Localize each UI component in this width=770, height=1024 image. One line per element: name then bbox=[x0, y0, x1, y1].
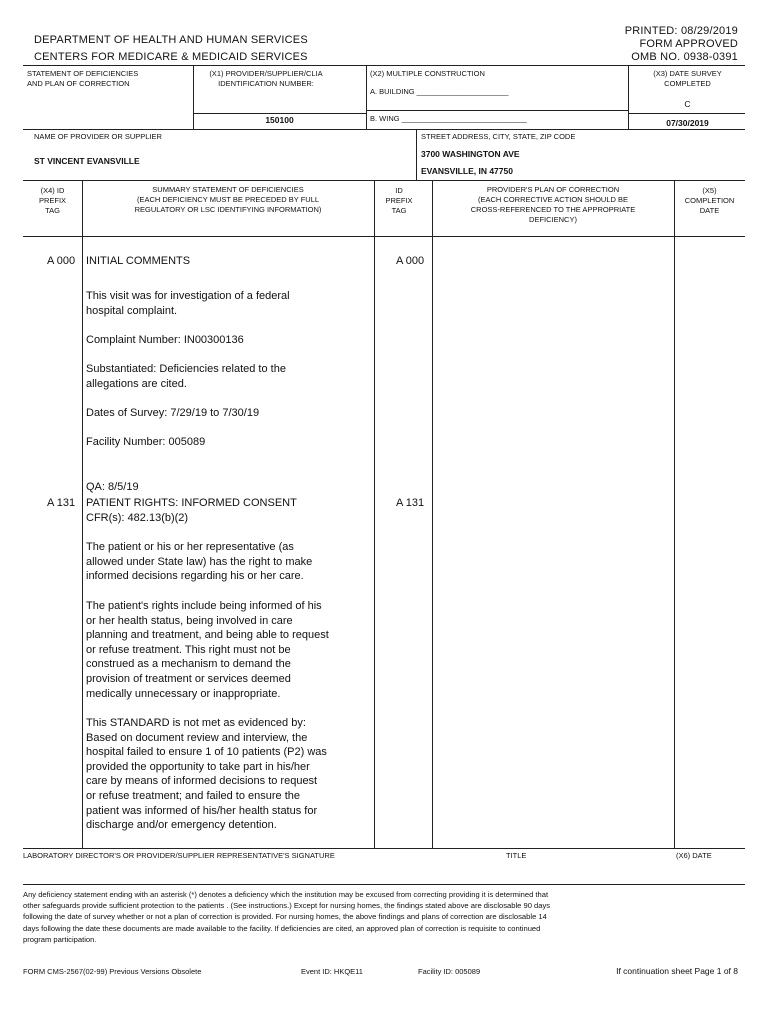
paragraph-complaint-number: Complaint Number: IN00300136 bbox=[86, 334, 244, 346]
paragraph-right-to-decide: The patient or his or her representative (as allowed under State law) has the right to make informed decisions regarding his or her care. bbox=[86, 541, 313, 583]
title-label: TITLE bbox=[506, 851, 527, 860]
x2-label: (X2) MULTIPLE CONSTRUCTION bbox=[370, 69, 485, 78]
column-divider bbox=[82, 180, 83, 848]
address-line1: 3700 WASHINGTON AVE bbox=[421, 149, 520, 159]
a131-tag: A 131 bbox=[47, 497, 76, 509]
statement-label: STATEMENT OF DEFICIENCIES AND PLAN OF CORRECTION bbox=[27, 69, 139, 88]
x5-header: (X5) COMPLETION DATE bbox=[684, 186, 735, 215]
x3-survey-date: 07/30/2019 bbox=[666, 118, 709, 128]
form-approved: FORM APPROVED bbox=[639, 38, 738, 50]
divider bbox=[23, 848, 745, 849]
paragraph-investigation: This visit was for investigation of a federal hospital complaint. bbox=[86, 290, 290, 317]
paragraph-qa: QA: 8/5/19 bbox=[86, 481, 139, 493]
divider bbox=[366, 65, 367, 129]
date-label: (X6) DATE bbox=[676, 851, 712, 860]
column-divider bbox=[674, 180, 675, 848]
signature-label: LABORATORY DIRECTOR'S OR PROVIDER/SUPPLIER REPRESENTATIVE'S SIGNATURE bbox=[23, 851, 335, 860]
divider bbox=[366, 110, 628, 111]
provider-name-label: NAME OF PROVIDER OR SUPPLIER bbox=[34, 132, 162, 141]
paragraph-survey-dates: Dates of Survey: 7/29/19 to 7/30/19 bbox=[86, 407, 260, 419]
divider bbox=[23, 884, 745, 885]
disclaimer: Any deficiency statement ending with an asterisk (*) denotes a deficiency which the institution may be excused from correcting providing it is determined that other safeguards provide sufficient protection to the patients . (See instructions.) Except for nursing homes, the findings stated above are disclosable 90 days following the date of survey whether or not a plan of correction is provided. For nursing homes, the above findings and plans of correction are disclosable 14 days following the date these documents are made available to the facility. If deficiencies are cited, an approved plan of correction is requisite to continued program participation. bbox=[23, 890, 551, 944]
divider bbox=[628, 65, 629, 129]
address-line2: EVANSVILLE, IN 47750 bbox=[421, 166, 513, 176]
event-id: Event ID: HKQE11 bbox=[301, 967, 363, 976]
paragraph-facility-number: Facility Number: 005089 bbox=[86, 436, 206, 448]
paragraph-standard-not-met: This STANDARD is not met as evidenced by: Based on document review and interview, the hospital failed to ensure 1 of 10 patients (P2) was provided the opportunity to take part in his/her care by means of informed decisions to request or refuse treatment; and failed to ensure the patient was informed of his/her health status for discharge and/or emergency detention. bbox=[86, 717, 327, 832]
divider bbox=[23, 180, 745, 181]
address-label: STREET ADDRESS, CITY, STATE, ZIP CODE bbox=[421, 132, 576, 141]
paragraph-substantiated: Substantiated: Deficiencies related to the allegations are cited. bbox=[86, 363, 286, 390]
building-label: A. BUILDING ______________________ bbox=[370, 87, 509, 96]
a000-id: A 000 bbox=[396, 255, 425, 267]
x1-provider-number: 150100 bbox=[265, 115, 294, 125]
a131-title: PATIENT RIGHTS: INFORMED CONSENT bbox=[86, 497, 297, 509]
x4-header: (X4) ID PREFIX TAG bbox=[38, 186, 67, 215]
x3-label: (X3) DATE SURVEY COMPLETED bbox=[653, 69, 722, 88]
a000-title: INITIAL COMMENTS bbox=[86, 255, 191, 267]
printed-date: PRINTED: 08/29/2019 bbox=[624, 25, 738, 37]
x3-letter: C bbox=[684, 99, 691, 109]
divider bbox=[23, 65, 745, 66]
column-divider bbox=[374, 180, 375, 848]
summary-header: SUMMARY STATEMENT OF DEFICIENCIES (EACH DEFICIENCY MUST BE PRECEDED BY FULL REGULATORY OR LSC IDENTIFYING INFORMATION) bbox=[134, 185, 322, 214]
divider bbox=[193, 113, 366, 114]
a000-tag: A 000 bbox=[47, 255, 76, 267]
divider bbox=[23, 129, 745, 130]
x1-label: (X1) PROVIDER/SUPPLIER/CLIA IDENTIFICATION NUMBER: bbox=[209, 69, 323, 88]
a131-cfr: CFR(s): 482.13(b)(2) bbox=[86, 512, 189, 524]
divider bbox=[416, 129, 417, 180]
column-divider bbox=[432, 180, 433, 848]
divider bbox=[23, 236, 745, 237]
a131-id: A 131 bbox=[396, 497, 425, 509]
facility-id: Facility ID: 005089 bbox=[418, 967, 481, 976]
omb-number: OMB NO. 0938-0391 bbox=[631, 51, 738, 63]
provider-name: ST VINCENT EVANSVILLE bbox=[34, 156, 140, 166]
wing-label: B. WING ______________________________ bbox=[370, 114, 527, 123]
department-title: DEPARTMENT OF HEALTH AND HUMAN SERVICES bbox=[34, 34, 308, 46]
page-number: If continuation sheet Page 1 of 8 bbox=[616, 966, 738, 976]
form-number: FORM CMS-2567(02-99) Previous Versions Obsolete bbox=[23, 967, 202, 976]
plan-header: PROVIDER'S PLAN OF CORRECTION (EACH CORRECTIVE ACTION SHOULD BE CROSS-REFERENCED TO THE APPROPRIATE DEFICIENCY) bbox=[470, 185, 636, 224]
id-header: ID PREFIX TAG bbox=[385, 186, 413, 215]
divider bbox=[628, 113, 745, 114]
agency-title: CENTERS FOR MEDICARE & MEDICAID SERVICES bbox=[34, 51, 308, 63]
paragraph-patient-rights: The patient's rights include being informed of his or her health status, being involved in care planning and treatment, and being able to request or refuse treatment. This right must not be construed as a mechanism to demand the provision of treatment or services deemed medically unnecessary or inappropriate. bbox=[86, 600, 329, 700]
